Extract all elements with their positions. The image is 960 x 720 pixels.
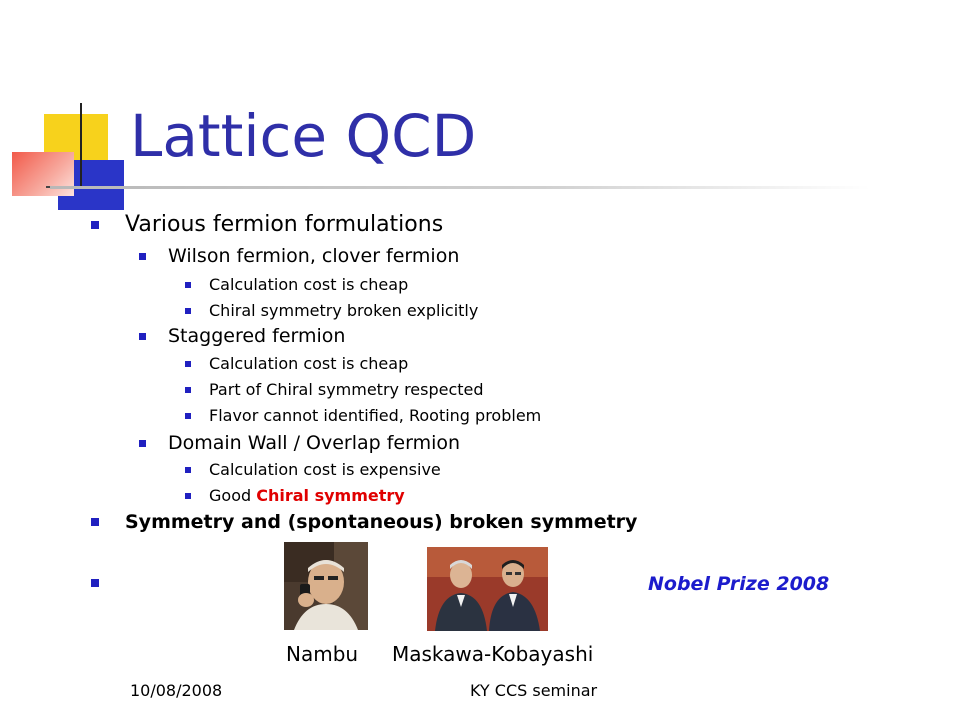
bullet-text: Part of Chiral symmetry respected (209, 380, 484, 399)
bullet-domain-wall (168, 432, 460, 454)
nobel-prize-label: Nobel Prize 2008 (648, 573, 830, 595)
nambu-photo (284, 542, 368, 630)
bullet-text: Wilson fermion, clover fermion (168, 245, 460, 267)
bullet-text: Staggered fermion (168, 325, 346, 347)
bullet-fermion-formulations (125, 212, 443, 237)
bullet-marker (91, 221, 99, 229)
bullet-marker (185, 467, 191, 473)
deco-red-block (12, 152, 74, 196)
bullet-marker (185, 413, 191, 419)
bullet-marker (185, 308, 191, 314)
bullet-marker (91, 579, 99, 587)
nambu-portrait-image (284, 542, 368, 630)
bullet-text: Chiral symmetry broken explicitly (209, 301, 479, 320)
maskawa-kobayashi-caption: Maskawa-Kobayashi (392, 642, 594, 666)
bullet-marker (185, 387, 191, 393)
bullet-wilson-cost (209, 275, 408, 294)
bullet-marker (185, 282, 191, 288)
bullet-staggered-cost (209, 354, 408, 373)
title-underline (50, 186, 870, 189)
bullet-wilson-fermion (168, 245, 459, 267)
slide-title: Lattice QCD (130, 102, 477, 170)
nambu-caption: Nambu (286, 642, 359, 666)
bullet-text: Calculation cost is cheap (209, 354, 409, 373)
bullet-marker (139, 333, 146, 340)
bullet-staggered-chiral (209, 380, 484, 399)
footer-event: KY CCS seminar (470, 681, 598, 700)
bullet-text: Domain Wall / Overlap fermion (168, 432, 461, 454)
bullet-marker (139, 253, 146, 260)
maskawa-kobayashi-photo (427, 547, 548, 631)
bullet-marker (185, 361, 191, 367)
maskawa-kobayashi-portrait-image (427, 547, 548, 631)
bullet-text: Calculation cost is cheap (209, 275, 409, 294)
bullet-text: Various fermion formulations (125, 212, 444, 237)
bullet-domain-chiral (209, 486, 405, 505)
bullet-wilson-chiral (209, 301, 478, 320)
bullet-marker (185, 493, 191, 499)
bullet-staggered-flavor (209, 406, 541, 425)
bullet-marker (91, 518, 99, 526)
bullet-text: Flavor cannot identified, Rooting problem (209, 406, 542, 425)
deco-vertical-line (80, 103, 82, 188)
bullet-marker (139, 440, 146, 447)
bullet-staggered-fermion (168, 325, 345, 347)
bullet-text: Symmetry and (spontaneous) broken symmetry (125, 511, 638, 533)
chiral-symmetry-highlight: Chiral symmetry (256, 486, 405, 505)
bullet-text: Calculation cost is expensive (209, 460, 441, 479)
footer-date: 10/08/2008 (130, 681, 223, 700)
bullet-broken-symmetry (125, 511, 637, 533)
bullet-domain-cost (209, 460, 441, 479)
bullet-text-prefix: Good (209, 486, 257, 505)
